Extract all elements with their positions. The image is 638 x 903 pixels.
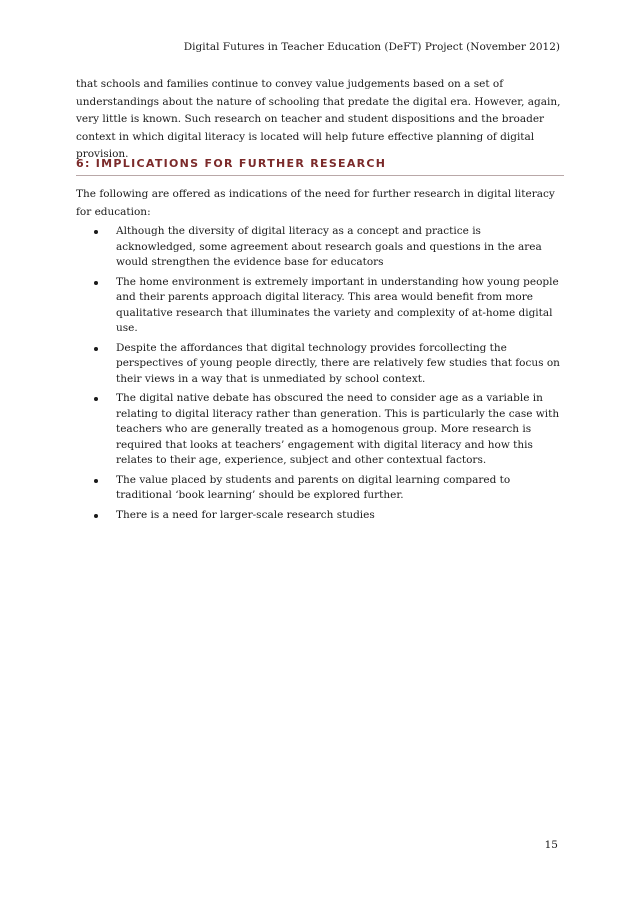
list-item-text: The value placed by students and parents on digital learning compared to traditional ‘book learning’ should be explored further.: [116, 473, 511, 501]
list-item-text: The digital native debate has obscured the need to consider age as a variable in relating to digital literacy rather than generation. This is particularly the case with teachers who are generally treated as a homogenous group. More research is required that looks at teachers’ engagement with digital literacy and how this relates to their age, experience, subject and other contextual factors.: [116, 392, 560, 466]
bullet-icon: [94, 479, 98, 483]
list-item: [94, 391, 564, 469]
intro-paragraph: that schools and families continue to convey value judgements based on a set of understandings about the nature of schooling that predate the digital era. However, again, very little is known. Such research on teacher and student dispositions and the broader context in which digital literacy is located will help future effective planning of digital provision.: [76, 78, 561, 160]
bullet-icon: [94, 514, 98, 518]
implications-list: [94, 224, 564, 527]
list-item: [94, 275, 564, 337]
section-heading: 6: IMPLICATIONS FOR FURTHER RESEARCH: [76, 157, 564, 176]
running-header: Digital Futures in Teacher Education (DeFT) Project (November 2012): [183, 41, 560, 53]
bullet-icon: [94, 230, 98, 234]
list-item: [94, 341, 564, 388]
page-number: 15: [544, 839, 558, 851]
list-item: [94, 473, 564, 504]
list-item-text: Although the diversity of digital literacy as a concept and practice is acknowledged, some agreement about research goals and questions in the area would strengthen the evidence base for educators: [116, 225, 542, 268]
bullet-icon: [94, 347, 98, 351]
list-item-text: There is a need for larger-scale research studies: [116, 508, 375, 521]
bullet-icon: [94, 397, 98, 401]
list-item: [94, 508, 564, 524]
section-lead-paragraph: The following are offered as indications of the need for further research in digital literacy for education:: [76, 188, 555, 218]
list-item: [94, 224, 564, 271]
bullet-icon: [94, 281, 98, 285]
list-item-text: The home environment is extremely important in understanding how young people and their parents approach digital literacy. This area would benefit from more qualitative research that illuminates the variety and complexity of at-home digital use.: [116, 275, 559, 334]
list-item-text: Despite the affordances that digital technology provides forcollecting the perspectives of young people directly, there are relatively few studies that focus on their views in a way that is unmediated by school context.: [116, 341, 560, 385]
